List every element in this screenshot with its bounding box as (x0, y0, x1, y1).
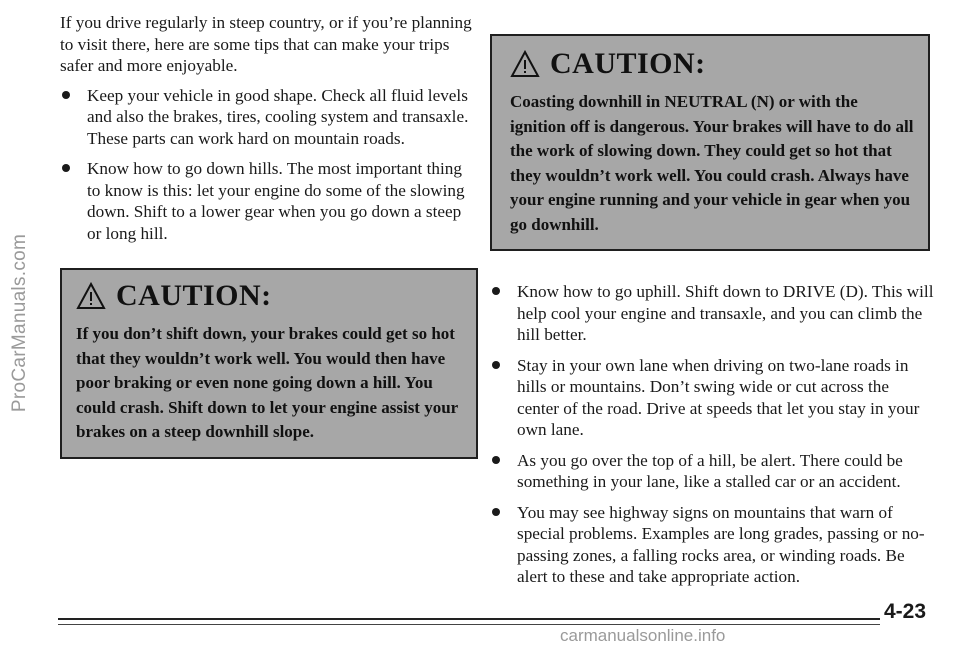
list-item (490, 450, 935, 493)
bullet-icon (492, 287, 500, 295)
list-item (490, 355, 935, 441)
left-column (60, 12, 475, 459)
caution-text: Coasting downhill in NEUTRAL (N) or with the ignition off is dangerous. Your brakes will have to do all the work of slowing down. They could get so hot that they wouldn’t work well. You could crash. Always have your engine running and your vehicle in gear when you go downhill. (510, 92, 914, 234)
list-item (60, 85, 475, 150)
bullet-icon (492, 361, 500, 369)
bullet-icon (492, 508, 500, 516)
side-watermark (2, 0, 38, 646)
warning-triangle-icon (510, 50, 540, 78)
bullet-icon (62, 164, 70, 172)
caution-title: CAUTION: (116, 279, 272, 312)
caution-text: If you don’t shift down, your brakes could get so hot that they wouldn’t work well. You would then have poor braking or even none going down a hill. You could crash. Shift down to let your engine assist your brakes on a steep downhill slope. (76, 324, 458, 441)
warning-triangle-icon (76, 282, 106, 310)
footer-rule (58, 618, 880, 620)
right-bullet-list (490, 281, 935, 588)
page-number: 4-23 (884, 600, 927, 623)
caution-header (510, 46, 914, 82)
bullet-icon (492, 456, 500, 464)
caution-header (76, 278, 464, 314)
bottom-watermark: carmanualsonline.info (560, 626, 726, 645)
caution-title: CAUTION: (550, 47, 706, 80)
intro-paragraph: If you drive regularly in steep country, or if you’re planning to visit there, here are some tips that can make your trips safer and more enjoyable. (60, 13, 472, 75)
list-item-text: Know how to go down hills. The most important thing to know is this: let your engine do some of the slowing down. Shift to a lower gear when you go down a steep or long hill. (87, 159, 465, 243)
list-item-text: Stay in your own lane when driving on two-lane roads in hills or mountains. Don’t swing wide or cut across the center of the road. Drive at speeds that let you stay in your own lane. (517, 355, 920, 439)
caution-box-coasting (490, 34, 930, 251)
caution-box-shift-down (60, 268, 478, 459)
list-item-text: Know how to go uphill. Shift down to DRIVE (D). This will help cool your engine and transaxle, and you can climb the hill better. (517, 282, 934, 344)
list-item-text: Keep your vehicle in good shape. Check all fluid levels and also the brakes, tires, cooling system and transaxle. These parts can work hard on mountain roads. (87, 85, 469, 148)
list-item (490, 281, 935, 346)
left-bullet-list (60, 85, 475, 245)
list-item-text: You may see highway signs on mountains that warn of special problems. Examples are long grades, passing or no-passing zones, a falling rocks area, or winding roads. Be alert to these and take appropriate action. (517, 502, 925, 586)
side-watermark-text: ProCarManuals.com (9, 233, 30, 413)
bullet-icon (62, 91, 70, 99)
footer-rule-thin (58, 624, 880, 625)
list-item (490, 502, 935, 588)
right-column (490, 34, 935, 597)
list-item (60, 158, 475, 244)
list-item-text: As you go over the top of a hill, be alert. There could be something in your lane, like a stalled car or an accident. (517, 450, 903, 491)
